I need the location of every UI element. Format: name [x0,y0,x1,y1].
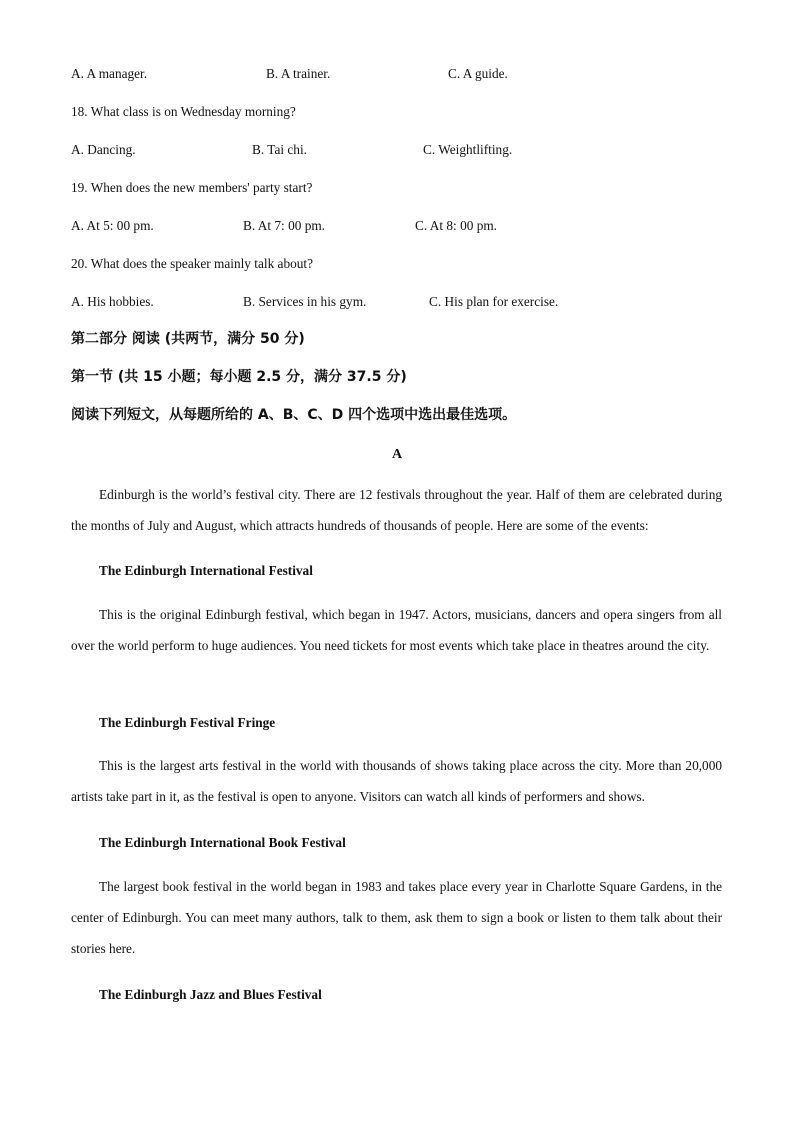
section-instruction: 阅读下列短文，从每题所给的 A、B、C、D 四个选项中选出最佳选项。 [71,407,517,423]
q17-option-a: A. A manager. [71,66,148,81]
section-part2-heading: 第二部分 阅读 (共两节，满分 50 分) [71,331,305,347]
festival-text-1: This is the original Edinburgh festival, which began in 1947. Actors, musicians, dancers and opera singers from all over the world perform to huge audiences. You need tickets for most events which take place in theatres around the city. [71,607,722,653]
q17-option-c: C. A guide. [448,66,508,81]
q20-option-c: C. His plan for exercise. [429,294,559,309]
q18-option-c: C. Weightlifting. [423,142,513,157]
passage-intro: Edinburgh is the world’s festival city. There are 12 festivals throughout the year. Half of them are celebrated during the months of July and August, which attracts hundreds of thousands of people. Here are some of the events: [71,487,722,533]
q19-option-b: B. At 7: 00 pm. [243,218,326,233]
q19-option-a: A. At 5: 00 pm. [71,218,154,233]
q20-question: 20. What does the speaker mainly talk about? [71,256,313,271]
q18-question: 18. What class is on Wednesday morning? [71,104,296,119]
q19-question: 19. When does the new members' party start? [71,180,313,195]
q18-option-a: A. Dancing. [71,142,136,157]
festival-text-3: The largest book festival in the world began in 1983 and takes place every year in Charlotte Square Gardens, in the center of Edinburgh. You can meet many authors, talk to them, ask them to sign a book or listen to them talk about their stories here. [71,879,722,956]
q20-option-a: A. His hobbies. [71,294,154,309]
festival-title-2: The Edinburgh Festival Fringe [99,715,276,730]
section-sub1-heading: 第一节 (共 15 小题；每小题 2.5 分，满分 37.5 分) [71,369,407,385]
q18-option-b: B. Tai chi. [252,142,307,157]
q20-option-b: B. Services in his gym. [243,294,367,309]
q19-option-c: C. At 8: 00 pm. [415,218,498,233]
q17-option-b: B. A trainer. [266,66,331,81]
festival-title-4: The Edinburgh Jazz and Blues Festival [99,987,322,1002]
festival-text-2: This is the largest arts festival in the world with thousands of shows taking place across the city. More than 20,000 artists take part in it, as the festival is open to anyone. Visitors can watch all kinds of performers and shows. [71,758,722,804]
festival-title-3: The Edinburgh International Book Festival [99,835,346,850]
festival-title-1: The Edinburgh International Festival [99,563,313,578]
passage-label: A [391,447,403,462]
